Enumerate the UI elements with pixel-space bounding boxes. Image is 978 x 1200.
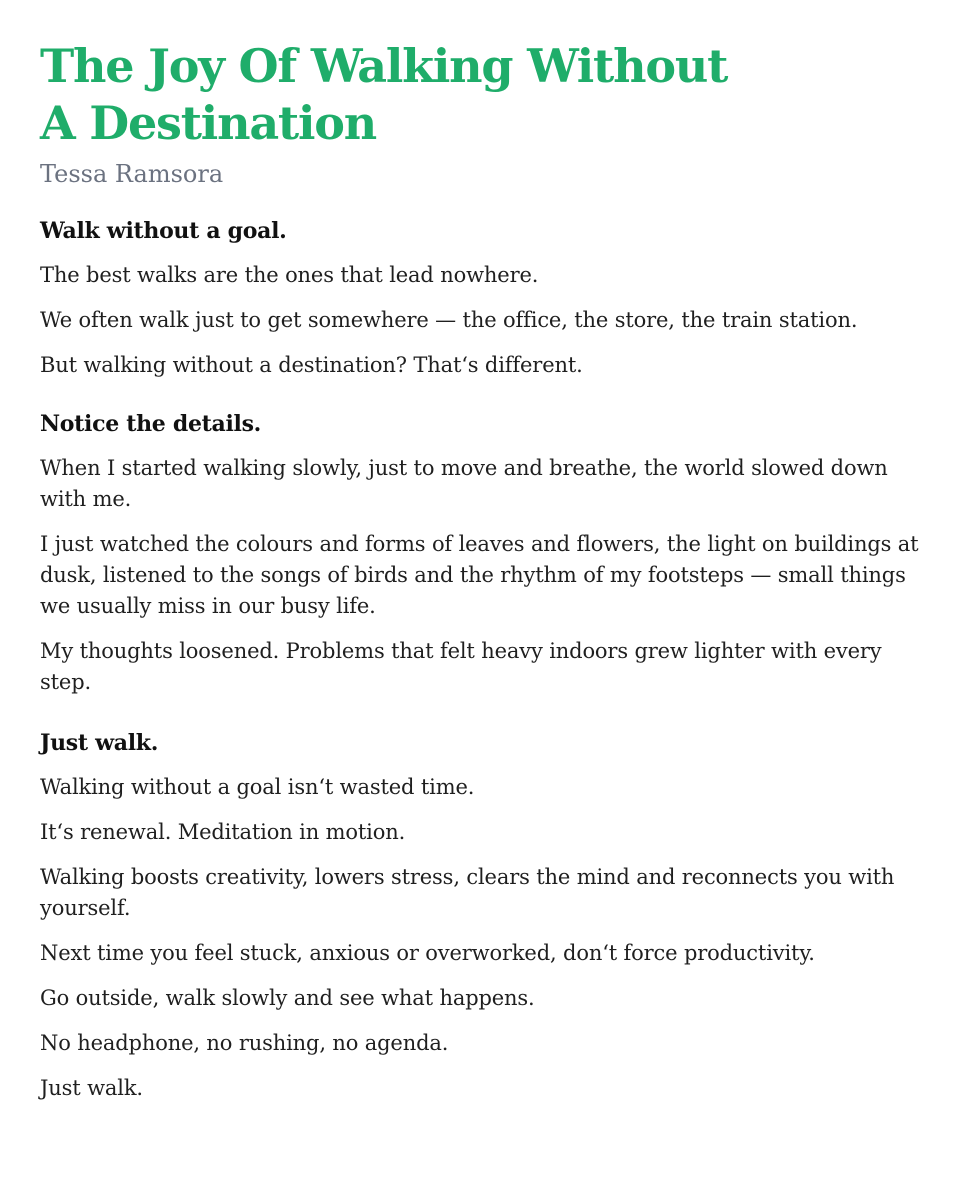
section-heading: Just walk.	[40, 730, 159, 756]
paragraph: No headphone, no rushing, no agenda.	[40, 1031, 449, 1055]
article-title: The Joy Of Walking Without A Destination	[40, 39, 728, 150]
article-author: Tessa Ramsora	[40, 160, 224, 188]
paragraph: The best walks are the ones that lead nowhere.	[40, 263, 539, 287]
paragraph: When I started walking slowly, just to move and breathe, the world slowed down with me.	[40, 456, 888, 511]
section-walk-without-goal	[40, 216, 938, 381]
section-heading: Notice the details.	[40, 411, 262, 437]
paragraph: My thoughts loosened. Problems that felt heavy indoors grew lighter with every step.	[40, 639, 882, 694]
paragraph: Walking without a goal isn‘t wasted time.	[40, 775, 475, 799]
section-just-walk	[40, 728, 938, 1104]
paragraph: Just walk.	[40, 1076, 143, 1100]
paragraph: Go outside, walk slowly and see what happens.	[40, 986, 535, 1010]
paragraph: It‘s renewal. Meditation in motion.	[40, 820, 406, 844]
paragraph: Next time you feel stuck, anxious or overworked, don‘t force productivity.	[40, 941, 815, 965]
section-heading: Walk without a goal.	[40, 218, 287, 244]
paragraph: I just watched the colours and forms of leaves and flowers, the light on buildings at dusk, listened to the songs of birds and the rhythm of my footsteps — small things we usually miss in our busy life.	[40, 532, 919, 618]
section-notice-details	[40, 409, 938, 698]
paragraph: Walking boosts creativity, lowers stress, clears the mind and reconnects you with yourself.	[40, 865, 895, 920]
paragraph: We often walk just to get somewhere — the office, the store, the train station.	[40, 308, 858, 332]
paragraph: But walking without a destination? That‘s different.	[40, 353, 583, 377]
